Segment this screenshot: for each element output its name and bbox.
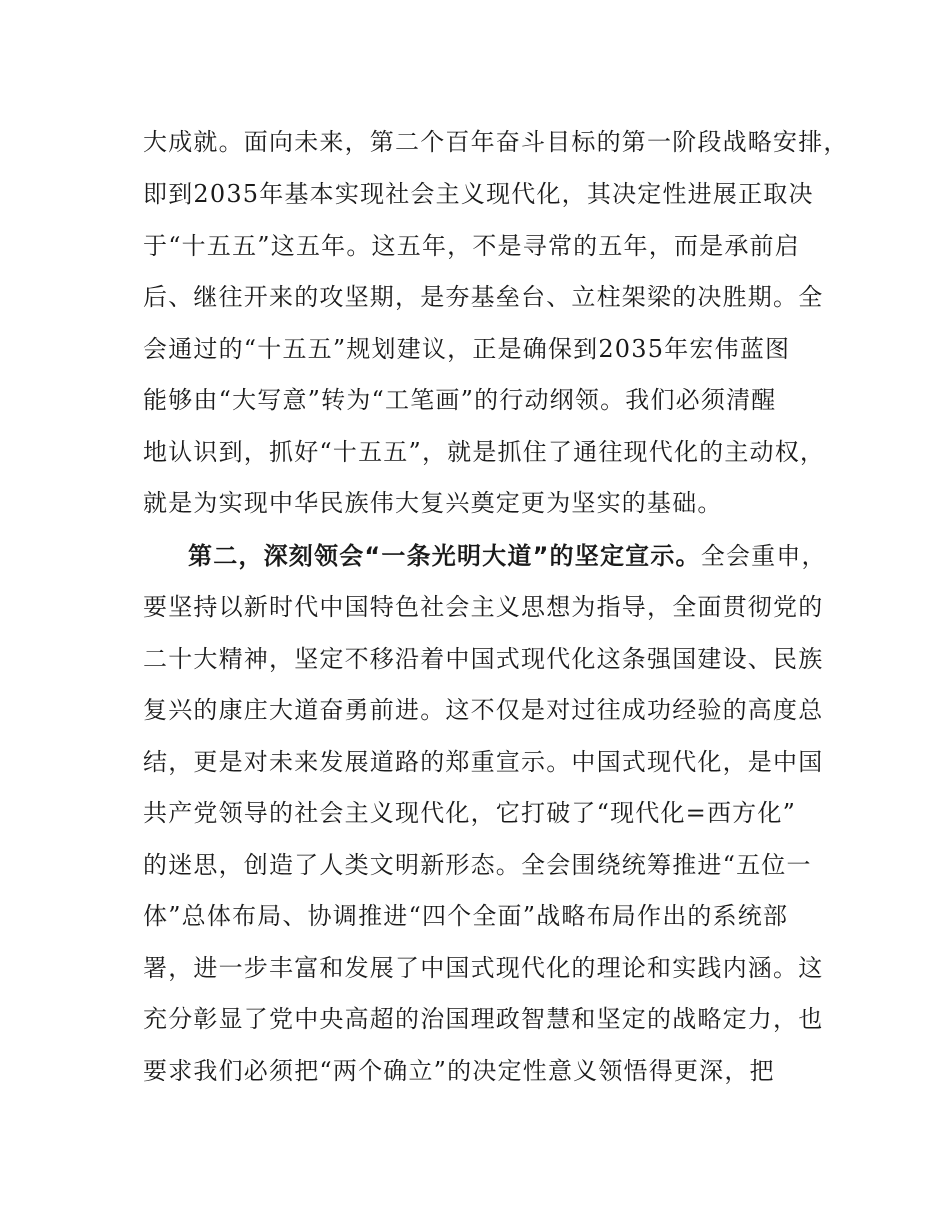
section-heading-tail: 全会重申， [700,542,827,570]
section-heading: 第二，深刻领会“一条光明大道”的坚定宣示。 [188,542,701,570]
paragraph-line: 结，更是对未来发展道路的郑重宣示。中国式现代化，是中国 [143,748,824,776]
paragraph-line: 要求我们必须把“两个确立”的决定性意义领悟得更深，把 [143,1057,775,1085]
paragraph-line: 要坚持以新时代中国特色社会主义思想为指导，全面贯彻党的 [143,593,824,621]
paragraph-line: 地认识到，抓好“十五五”，就是抓住了通往现代化的主动权， [143,438,826,466]
paragraph-line: 署，进一步丰富和发展了中国式现代化的理论和实践内涵。这 [143,954,824,982]
paragraph-line: 即到2035年基本实现社会主义现代化，其决定性进展正取决 [143,180,814,208]
paragraph-line: 后、继往开来的攻坚期，是夯基垒台、立柱架梁的决胜期。全 [143,283,824,311]
paragraph-line: 就是为实现中华民族伟大复兴奠定更为坚实的基础。 [143,489,723,517]
paragraph-line: 的迷思，创造了人类文明新形态。全会围绕统筹推进“五位一 [143,851,812,879]
paragraph-line: 充分彰显了党中央高超的治国理政智慧和坚定的战略定力，也 [143,1005,824,1033]
paragraph-line: 能够由“大写意”转为“工笔画”的行动纲领。我们必须清醒 [143,386,777,414]
paragraph-line: 共产党领导的社会主义现代化，它打破了“现代化=西方化” [143,799,797,827]
section-heading-line [188,539,827,573]
paragraph-line: 二十大精神，坚定不移沿着中国式现代化这条强国建设、民族 [143,645,824,673]
paragraph-line: 大成就。面向未来，第二个百年奋斗目标的第一阶段战略安排， [143,128,849,156]
paragraph-line: 会通过的“十五五”规划建议，正是确保到2035年宏伟蓝图 [143,335,791,363]
paragraph-line: 复兴的康庄大道奋勇前进。这不仅是对过往成功经验的高度总 [143,696,824,724]
paragraph-line: 体”总体布局、协调推进“四个全面”战略布局作出的系统部 [143,902,789,930]
paragraph-line: 于“十五五”这五年。这五年，不是寻常的五年，而是承前启 [143,232,800,260]
